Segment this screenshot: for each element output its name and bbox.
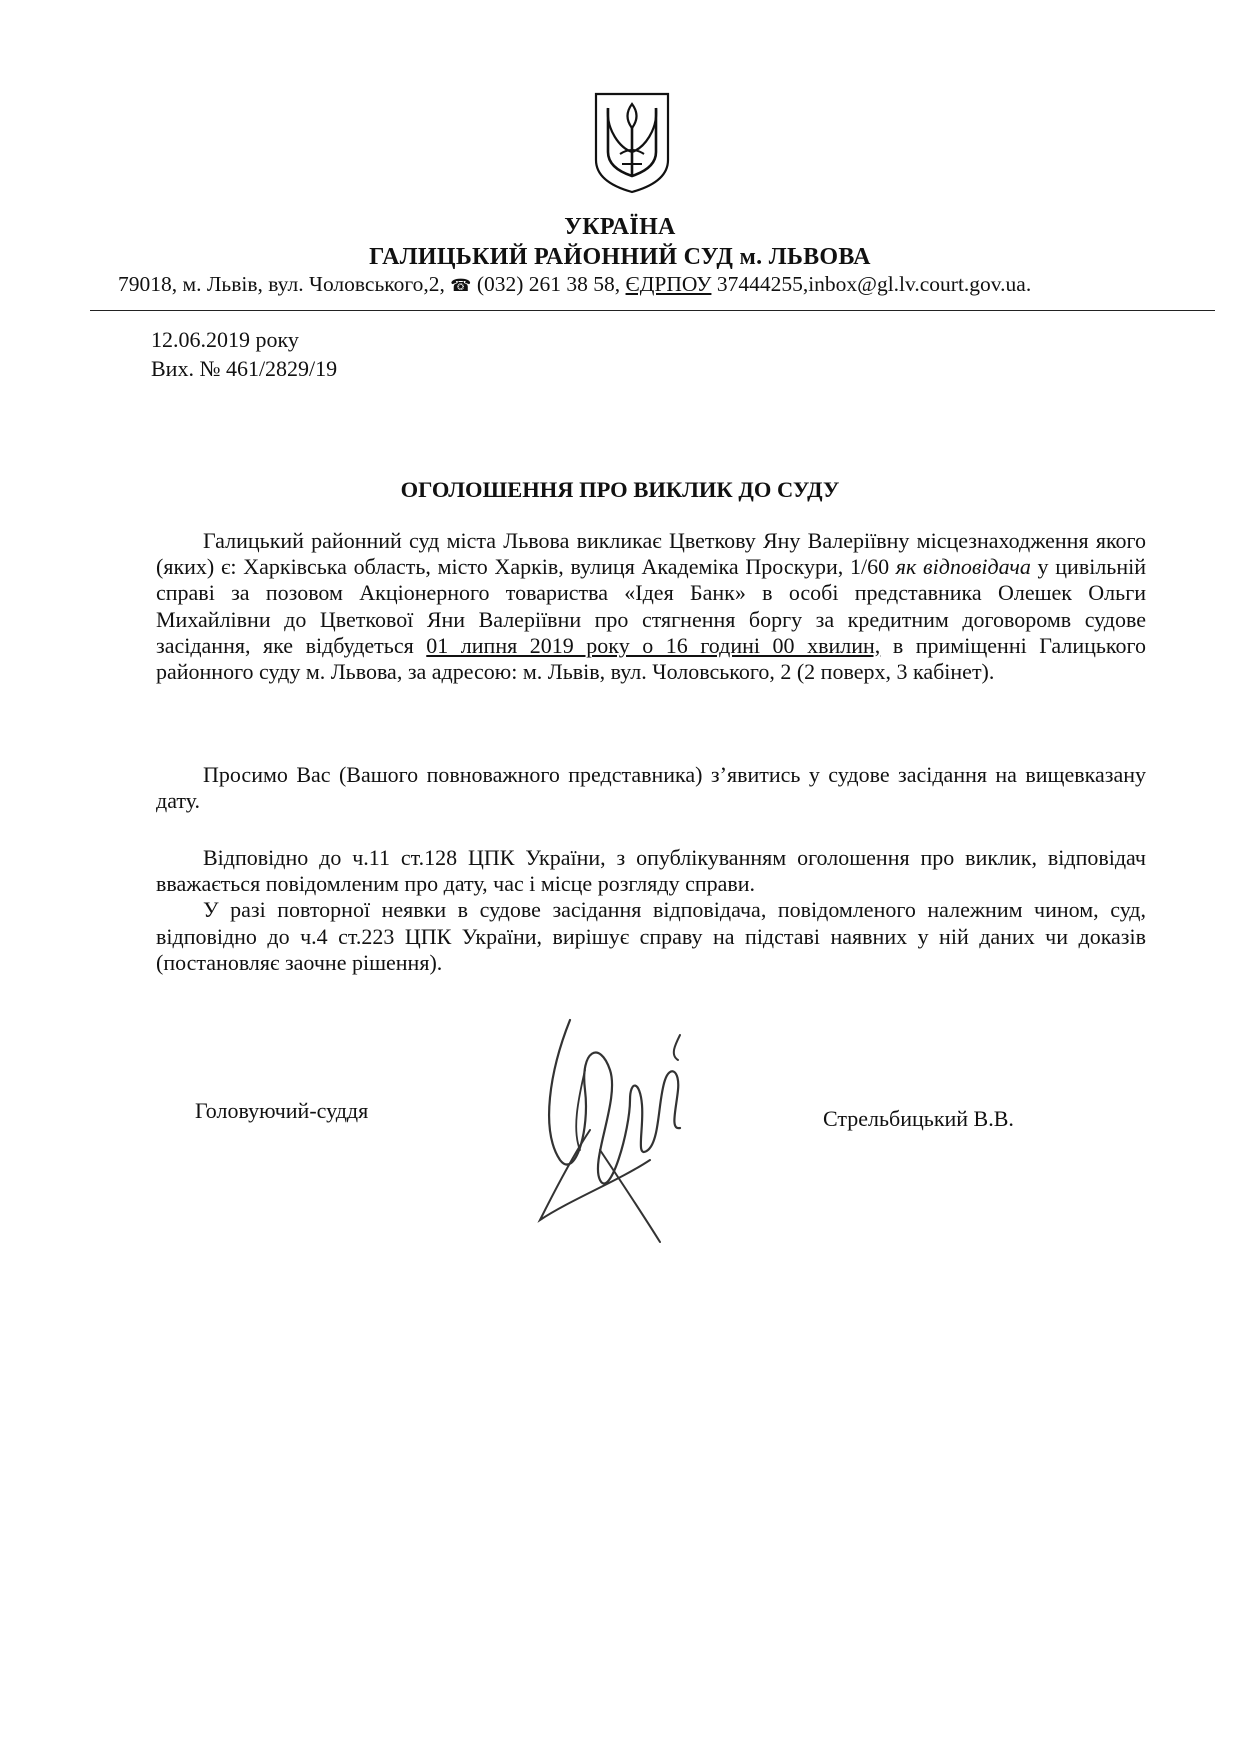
notice-title: ОГОЛОШЕННЯ ПРО ВИКЛИК ДО СУДУ xyxy=(400,477,840,502)
court-heading: ГАЛИЦЬКИЙ РАЙОННИЙ СУД м. ЛЬВОВА xyxy=(369,244,871,270)
default-judgment-text: У разі повторної неявки в судове засідання відповідача, повідомленого належним чином, суд, відповідно до ч.4 ст.223 ЦПК України, вирішує справу на підставі наявних у ній даних чи доказів (постановляє заочне рішення). xyxy=(156,897,1146,975)
court-address xyxy=(118,272,1218,297)
document-date: 12.06.2019 року xyxy=(151,327,299,352)
address-text: 79018, м. Львів, вул. Чоловського,2, xyxy=(118,272,451,296)
defendant-role: як відповідача xyxy=(895,554,1031,580)
edrpou-email: 37444255,inbox@gl.lv.court.gov.ua. xyxy=(711,272,1032,296)
trident-emblem-icon xyxy=(592,90,672,194)
notification-text: Відповідно до ч.11 ст.128 ЦПК України, з опублікуванням оголошення про виклик, відповідач вважається повідомленим про дату, час і місце розгляду справи. xyxy=(156,845,1146,897)
phone-number: (032) 261 38 58, xyxy=(476,272,621,296)
handwritten-signature xyxy=(530,1010,700,1250)
judge-role: Головуючий-суддя xyxy=(195,1098,369,1123)
phone-icon: ☎ xyxy=(450,276,472,296)
country-heading: УКРАЇНА xyxy=(564,214,676,240)
legal-paragraphs xyxy=(156,845,1146,976)
header-divider xyxy=(90,310,1215,311)
summons-paragraph xyxy=(156,528,1146,685)
outgoing-number: Вих. № 461/2829/19 xyxy=(151,356,338,381)
edrpou-label: ЄДРПОУ xyxy=(625,272,712,296)
summons-text-a: Галицький районний суд міста Львова викликає Цветкову Яну Валеріївну місцезнаходження якого (яких) є: Харківська область, місто Харків, вулиця Академіка Проскури, 1/60 xyxy=(156,528,1146,580)
summons-text-c: в приміщенні Галицького районного суду м. Львова, за адресою: м. Львів, вул. Чоловського, 2 (2 поверх, 3 кабінет). xyxy=(156,632,1146,685)
summons-text-b: у цивільній справі за позовом Акціонерного товариства «Ідея Банк» в особі представника Олешек Ольги Михайлівни до Цветкової Яни Валеріївни про стягнення боргу за кредитним договоромв судове засідання, яке відбудеться xyxy=(156,554,1146,658)
request-paragraph xyxy=(156,762,1146,814)
judge-name: Стрельбицький В.В. xyxy=(823,1106,1014,1131)
request-text: Просимо Вас (Вашого повноважного представника) з’явитись у судове засідання на вищевказану дату. xyxy=(156,762,1146,814)
hearing-datetime: 01 липня 2019 року о 16 годині 00 хвилин, xyxy=(426,632,881,658)
